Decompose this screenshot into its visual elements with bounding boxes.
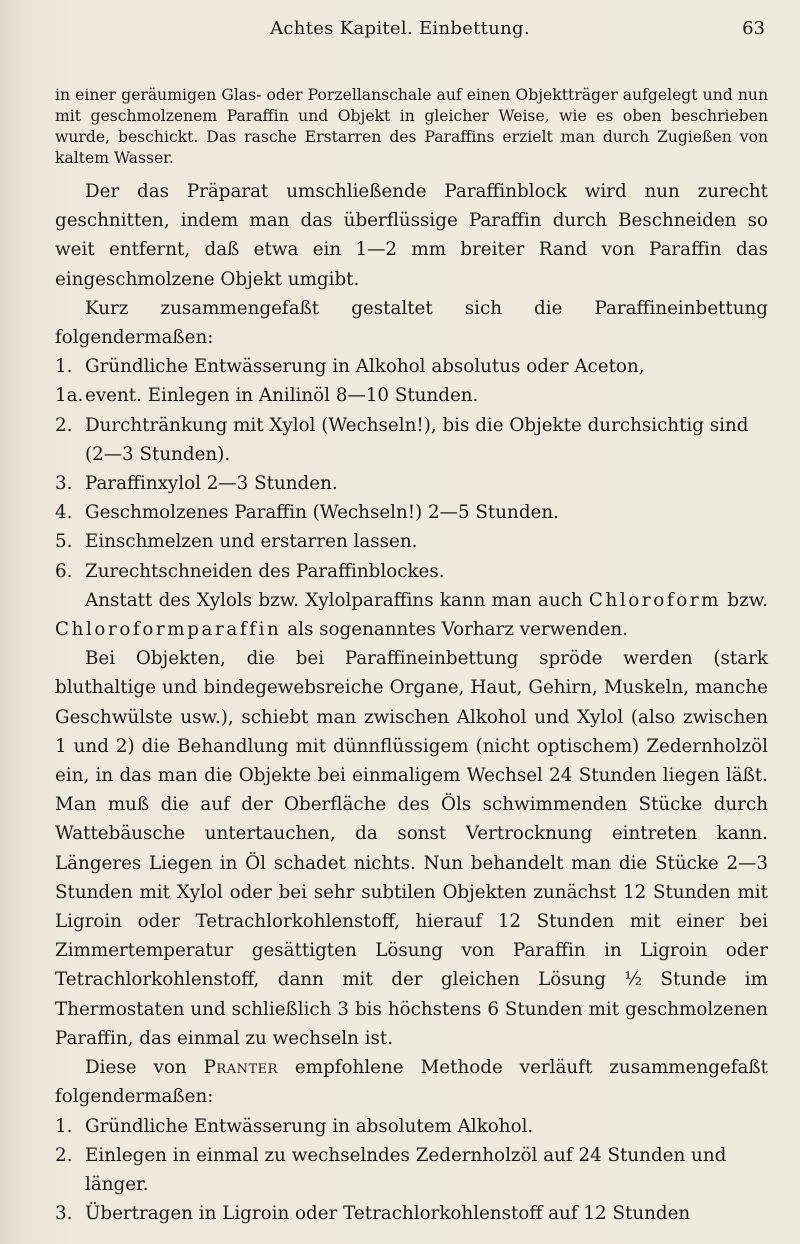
list-item: 1a. event. Einlegen in Anilinöl 8—10 Stunden. [55,385,479,407]
paragraph-pranter-method: Diese von Pranter empfohlene Methode verläuft zusammengefaßt folgendermaßen: [55,1057,768,1108]
paragraph-chloroform: Anstatt des Xylols bzw. Xylolparaffins kann man auch Chloroform bzw. Chloroformparaffin als sogenanntes Vorharz verwenden. [55,589,769,641]
list-item: 2. Einlegen in einmal zu wechselndes Zedernholzöl auf 24 Stunden und länger. [55,1144,727,1195]
author-name: Pranter [203,1057,278,1079]
page-body [55,85,768,1228]
spaced-term-chloroform: Chloroform [588,589,722,611]
paragraph-paraffinblock: Der das Präparat umschließende Paraffinblock wird nun zurecht geschnitten, indem man das überflüssige Paraffin durch Beschneiden so weit entfernt, daß etwa ein 1—2 mm breiter Rand von Paraffin das eingeschmolzene Objekt umgibt. [55,181,768,290]
chapter-title: Achtes Kapitel. Einbettung. [270,18,530,39]
list-item: 5. Einschmelzen und erstarren lassen. [55,531,418,553]
steps-list-paraffin [55,352,768,586]
paragraph-brittle-objects: Bei Objekten, die bei Paraffineinbettung spröde werden (stark bluthaltige und bindegewebsreiche Organe, Haut, Gehirn, Muskeln, manche Geschwülste usw.), schiebt man zwischen Alkohol und Xylol (also zwischen 1 und 2) die Behandlung mit dünnflüssigem (nicht optischem) Zedernholzöl ein, in das man die Objekte bei einmaligem Wechsel 24 Stunden liegen läßt. Man muß die auf der Oberfläche des Öls schwimmenden Stücke durch Wattebäusche untertauchen, da sonst Vertrocknung eintreten kann. Längeres Liegen in Öl schadet nichts. Nun behandelt man die Stücke 2—3 Stunden mit Xylol oder bei sehr subtilen Objekten zunächst 12 Stunden mit Ligroin oder Tetrachlorkohlenstoff, hierauf 12 Stunden mit einer bei Zimmertemperatur gesättigten Lösung von Paraffin in Ligroin oder Tetrachlorkohlenstoff, dann mit der gleichen Lösung ½ Stunde im Thermostaten und schließlich 3 bis höchstens 6 Stunden mit geschmolzenen Paraffin, das einmal zu wechseln ist. [55,648,768,1049]
list-item: 1. Gründliche Entwässerung in Alkohol absolutus oder Aceton, [55,356,645,378]
list-item: 2. Durchtränkung mit Xylol (Wechseln!), bis die Objekte durchsichtig sind (2—3 Stunden). [55,414,749,465]
list-item: 3. Paraffinxylol 2—3 Stunden. [55,473,338,495]
intro-text: in einer geräumigen Glas- oder Porzellanschale auf einen Objektträger aufgelegt und nun mit geschmolzenem Paraffin und Objekt in gleicher Weise, wie es oben beschrieben wurde, beschickt. Das rasche Erstarren des Paraffins erzielt man durch Zugießen von kaltem Wasser. [55,86,768,167]
running-header [0,12,800,52]
spaced-term-chloroformparaffin: Chloroformparaffin [55,619,282,641]
paragraph-summary-intro: Kurz zusammengefaßt gestaltet sich die Paraffineinbettung folgendermaßen: [55,297,768,349]
list-item: 6. Zurechtschneiden des Paraffinblockes. [55,560,445,582]
list-item: 1. Gründliche Entwässerung in absolutem Alkohol. [55,1115,534,1137]
steps-list-pranter [55,1112,768,1229]
list-item: 4. Geschmolzenes Paraffin (Wechseln!) 2—5 Stunden. [55,502,559,524]
page-number: 63 [742,18,765,39]
list-item: 3. Übertragen in Ligroin oder Tetrachlorkohlenstoff auf 12 Stunden [55,1203,691,1225]
intro-small-paragraph [55,85,768,169]
